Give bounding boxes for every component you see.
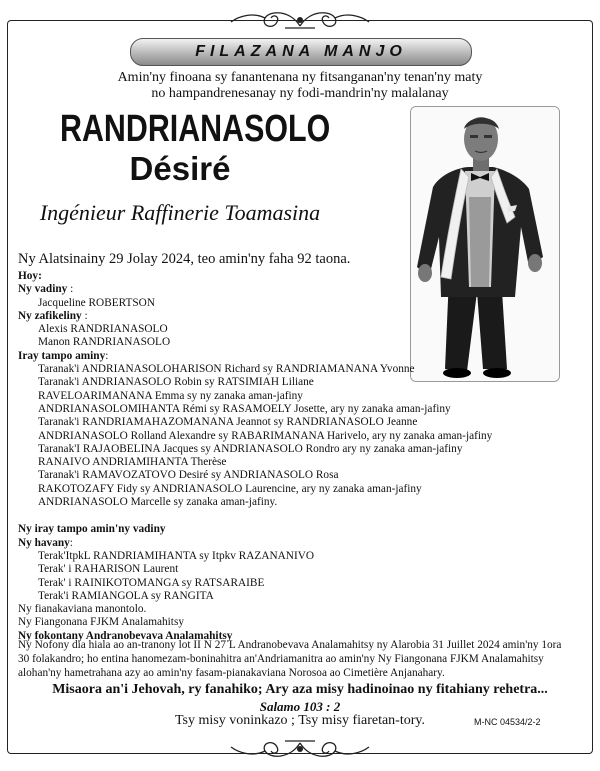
iray-tampo-label: Iray tampo aminy <box>18 349 106 362</box>
vadiny-colon: : <box>67 283 74 296</box>
family-list <box>18 270 578 643</box>
list-item: Taranak'i RAMAVOZATOVO Desiré sy ANDRIANASOLO Rosa <box>38 469 339 482</box>
top-ornament <box>225 4 375 34</box>
list-item: ANDRIANASOLO Marcelle sy zanaka aman-jafiny. <box>38 496 278 509</box>
death-notice: Ny Alatsinainy 29 Jolay 2024, teo amin'ny faha 92 taona. <box>18 251 351 267</box>
fianakaviana-line: Ny fianakaviana manontolo. <box>18 603 147 616</box>
closing-note: Tsy misy voninkazo ; Tsy misy fiaretan-tory. <box>174 713 425 728</box>
list-item: Terak' i RAHARISON Laurent <box>38 563 179 576</box>
closing-verse-text: Misaora an'i Jehovah, ry fanahiko; Ary aza misy hadinoinao ny fitahiany rehetra... <box>52 682 548 697</box>
deceased-firstname: Désiré <box>129 150 231 187</box>
header-banner <box>130 38 472 66</box>
list-item: Manon RANDRIANASOLO <box>38 336 171 349</box>
iray-tampo-vadiny-label: Ny iray tampo amin'ny vadiny <box>18 523 166 536</box>
deceased-title: Ingénieur Raffinerie Toamasina <box>39 200 321 225</box>
havany-heading <box>18 537 578 550</box>
deceased-name <box>30 108 330 188</box>
zafikeliny-label: Ny zafikeliny <box>18 309 82 322</box>
list-item: Jacqueline ROBERTSON <box>38 296 155 309</box>
list-item: ANDRIANASOLOMIHANTA Rémi sy RASAMOELY Josette, ary ny zanaka aman-jafiny <box>38 402 451 415</box>
havany-colon: : <box>69 536 73 549</box>
vadiny-label: Ny vadiny <box>18 283 68 296</box>
paragraph-line: alohan'ny hametrahana azy ao amin'ny fasam-pianakaviana Norosoa ao Cimetière Anjanahary. <box>18 667 445 679</box>
zafikeliny-colon: : <box>81 309 88 322</box>
list-item: Terak' i RAINIKOTOMANGA sy RATSARAIBE <box>38 576 265 589</box>
hoy-label: Hoy: <box>18 270 42 282</box>
list-item: Taranak'I RAJAOBELINA Jacques sy ANDRIANASOLO Rondro ary ny zanaka aman-jafiny <box>38 442 463 455</box>
list-item: Terak'ItpkL RANDRIAMIHANTA sy Itpkv RAZANANIVO <box>38 549 315 562</box>
zafikeliny-heading <box>18 310 578 323</box>
vadiny-heading <box>18 283 578 296</box>
list-item: Terak'i RAMIANGOLA sy RANGITA <box>38 589 214 602</box>
iray-tampo-heading <box>18 350 578 363</box>
closing-verse-reference: Salamo 103 : 2 <box>259 699 341 714</box>
intro-line: no hampandrenesanay ny fodi-mandrin'ny malalanay <box>151 86 449 101</box>
intro-line: Amin'ny finoana sy fanantenana ny fitsanganan'ny tenan'ny maty <box>117 70 483 85</box>
fokontany-line: Ny fokontany Andranobevava Analamahitsy <box>18 629 233 642</box>
list-item: Taranak'i RANDRIAMAHAZOMANANA Jeannot sy RANDRIANASOLO Jeanne <box>38 416 418 429</box>
banner-title: FILAZANA MANJO <box>195 43 407 60</box>
reference-code: M-NC 04534/2-2 <box>474 717 541 727</box>
fiangonana-line: Ny Fiangonana FJKM Analamahitsy <box>18 616 184 629</box>
list-item: Taranak'i ANDRIANASOLOHARISON Richard sy RANDRIAMANANA Yvonne <box>38 363 415 376</box>
list-item: RANAIVO ANDRIAMIHANTA Therèse <box>38 456 227 469</box>
intro-text <box>40 70 560 102</box>
list-item: ANDRIANASOLO Rolland Alexandre sy RABARIMANANA Harivelo, ary ny zanaka aman-jafiny <box>38 429 493 442</box>
list-item: Alexis RANDRIANASOLO <box>38 323 168 336</box>
list-item: RAVELOARIMANANA Emma sy ny zanaka aman-jafiny <box>38 389 303 402</box>
funeral-paragraph <box>18 638 584 680</box>
bottom-ornament <box>225 735 375 765</box>
paragraph-line: 30 folakandro; ho entina hanomezam-boninahitra an'Andriamanitra ao amin'ny Ny Fiangonana FJKM Analamahitsy <box>18 653 544 665</box>
iray-tampo-colon: : <box>105 349 109 362</box>
deceased-surname: RANDRIANASOLO <box>60 108 331 150</box>
list-item: Taranak'i ANDRIANASOLO Robin sy RATSIMIAH Liliane <box>38 376 314 389</box>
havany-label: Ny havany <box>18 536 70 549</box>
list-item: RAKOTOZAFY Fidy sy ANDRIANASOLO Laurencine, ary ny zanaka aman-jafiny <box>38 482 422 495</box>
paragraph-line: Ny Nofony dia hiala ao an-tranony lot II N 27 L Andranobevava Analamahitsy ny Alarobia 31 Juillet 2024 amin'ny 1ora <box>18 639 562 651</box>
